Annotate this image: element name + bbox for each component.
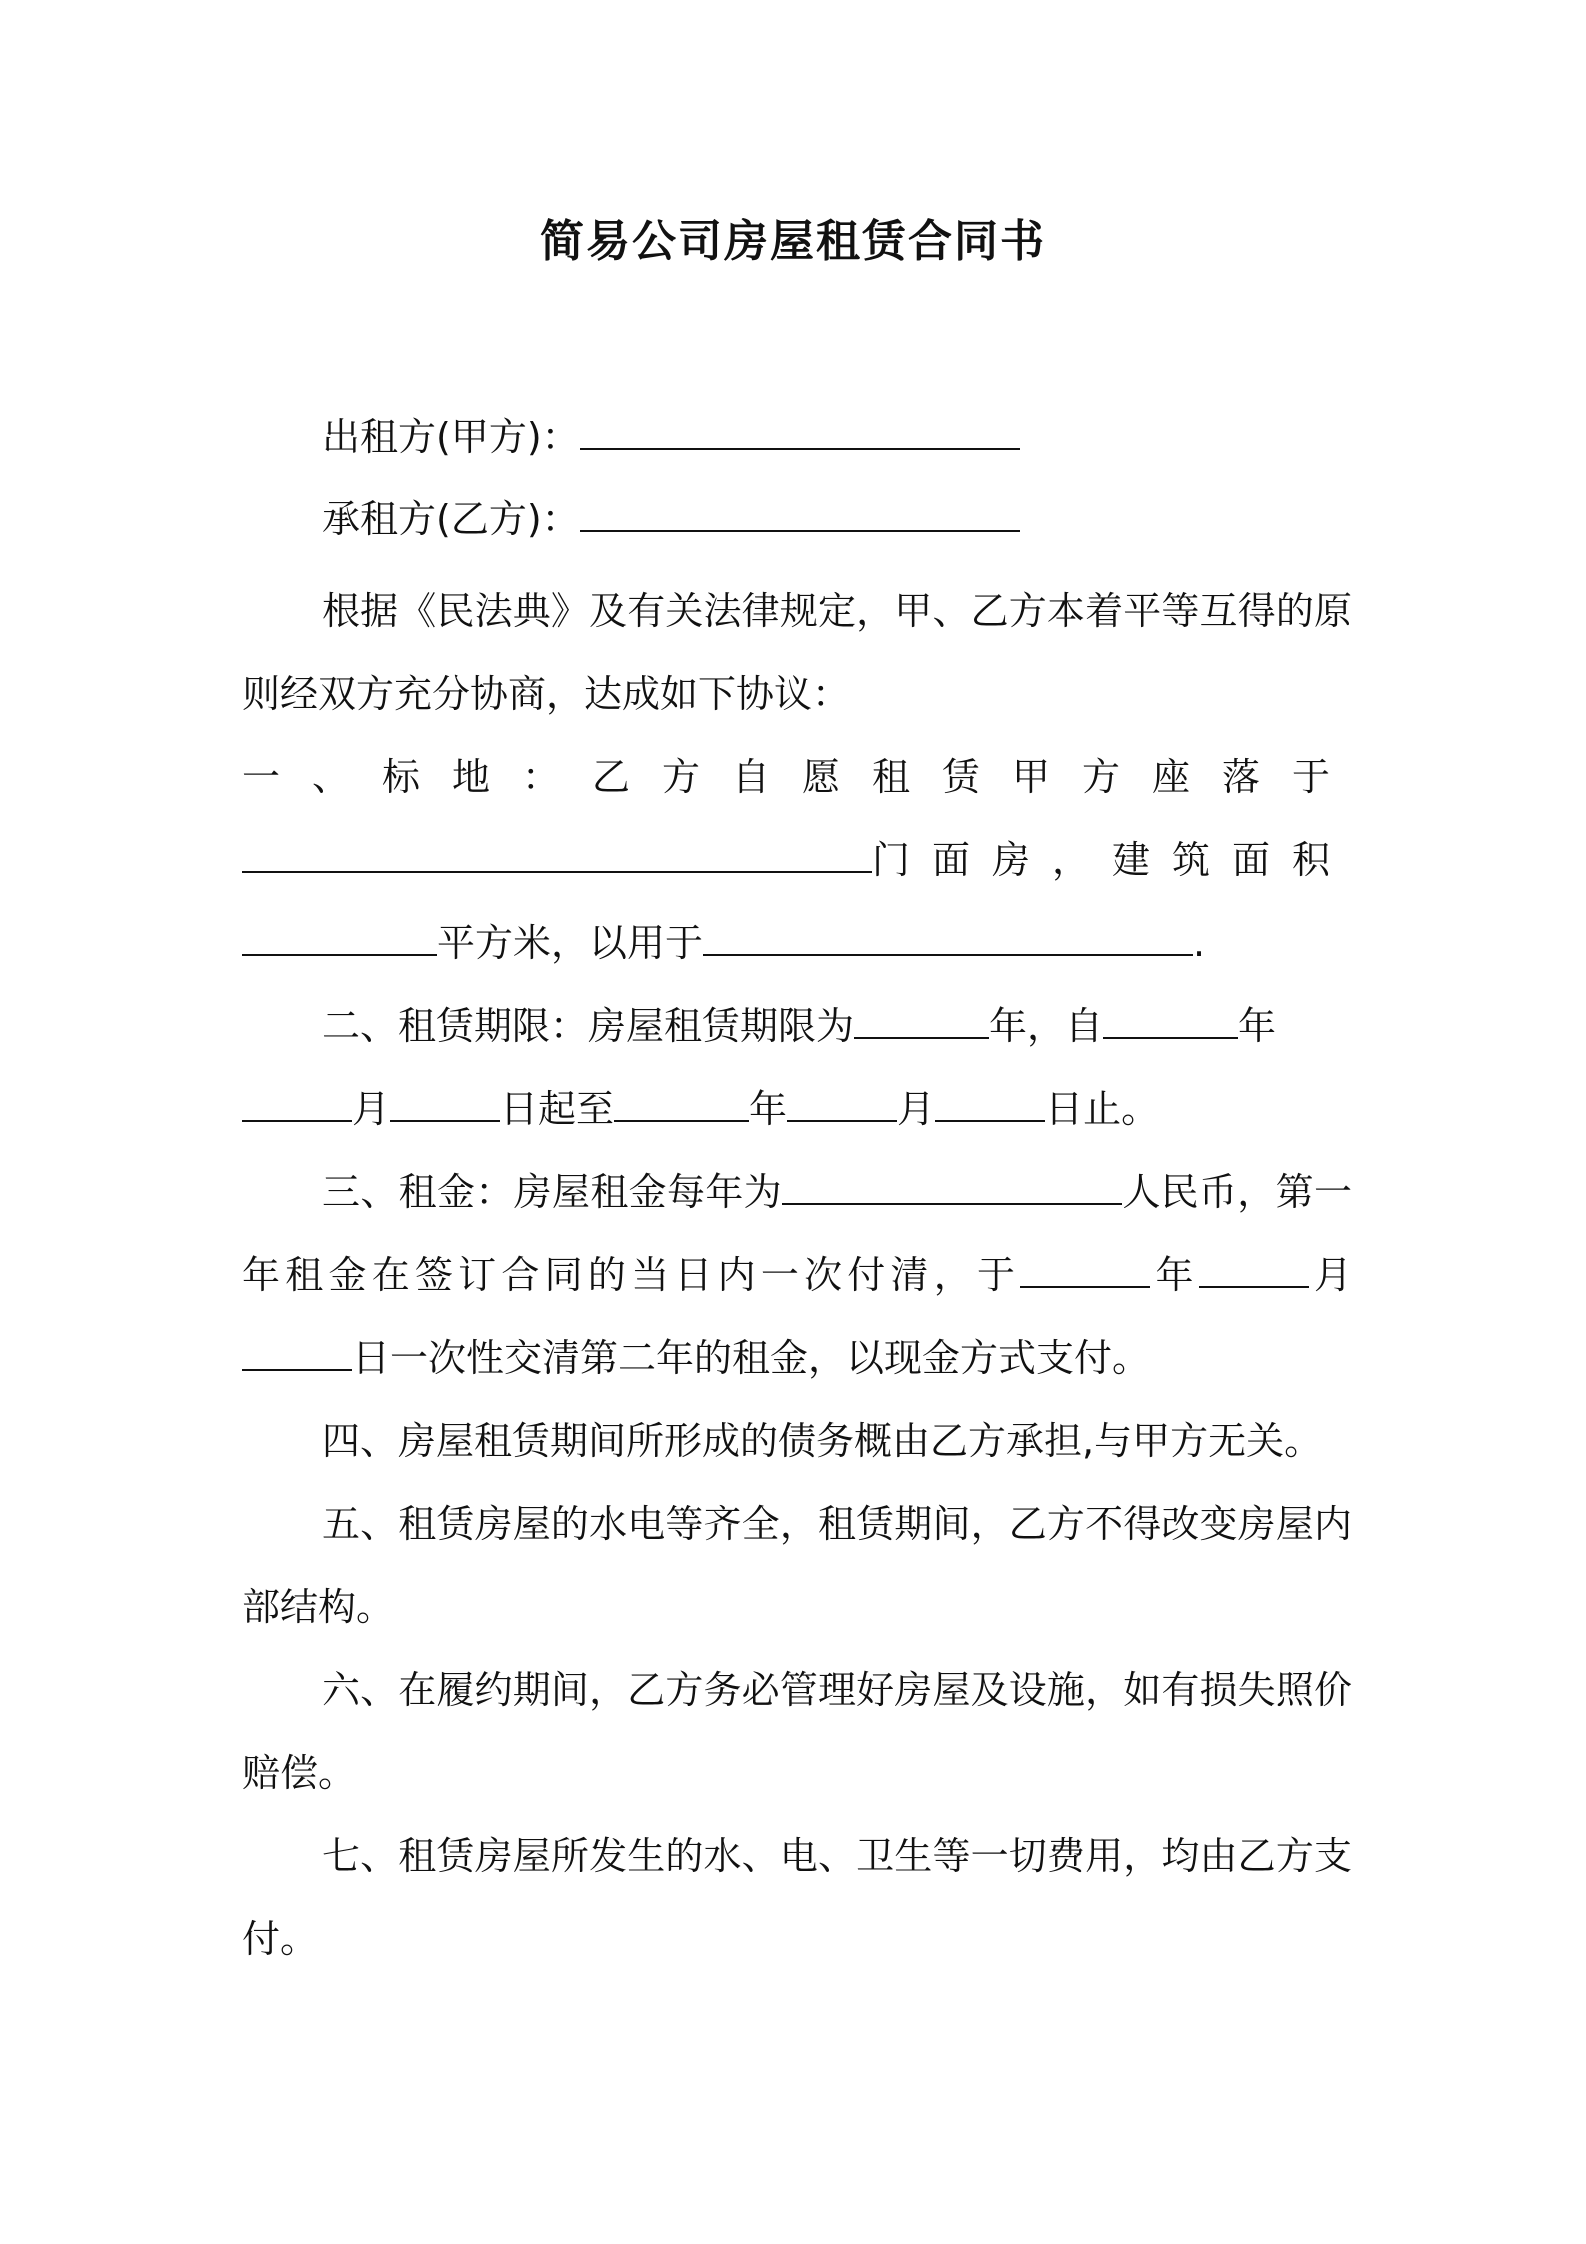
area-blank bbox=[242, 924, 437, 956]
clause-7: 七、租赁房屋所发生的水、电、卫生等一切费用，均由乙方支付。 bbox=[242, 1834, 1352, 1961]
intro-paragraph: 根据《民法典》及有关法律规定，甲、乙方本着平等互得的原则经双方充分协商，达成如下协议： bbox=[242, 589, 1352, 716]
clause-6: 六、在履约期间，乙方务必管理好房屋及设施，如有损失照价赔偿。 bbox=[242, 1668, 1352, 1795]
clause-3 bbox=[242, 1151, 1352, 1400]
lessee-label: 承租方(乙方)： bbox=[322, 497, 580, 541]
contract-body bbox=[242, 570, 1352, 1981]
payment-month-blank bbox=[1199, 1256, 1309, 1288]
end-day-blank bbox=[935, 1090, 1045, 1122]
clause-1 bbox=[242, 736, 1352, 819]
lessee-line bbox=[322, 494, 1020, 544]
clause-5: 五、租赁房屋的水电等齐全，租赁期间，乙方不得改变房屋内部结构。 bbox=[242, 1502, 1352, 1629]
term-years-blank bbox=[854, 1007, 989, 1039]
end-month-blank bbox=[787, 1090, 897, 1122]
clause-2 bbox=[242, 985, 1352, 1151]
payment-day-blank bbox=[242, 1339, 352, 1371]
lessor-blank bbox=[580, 418, 1020, 450]
clause-3-line-1: 三、租金：房屋租金每年为 人民币，第一年租金在签订合同的当日内一次付清，于 年 月 日一次性交清第二年的租金，以现金方式支付。 bbox=[242, 1170, 1352, 1380]
rent-amount-blank bbox=[782, 1173, 1122, 1205]
lessor-label: 出租方(甲方)： bbox=[322, 415, 580, 459]
clause-4: 四、房屋租赁期间所形成的债务概由乙方承担,与甲方无关。 bbox=[322, 1419, 1323, 1463]
usage-blank bbox=[703, 924, 1193, 956]
clause-2-line-2: 月 日起至 年 月 日止。 bbox=[242, 1068, 1352, 1151]
clause-2-line-1: 二、租赁期限：房屋租赁期限为 年，自 年 bbox=[322, 1004, 1277, 1048]
clause-1-line-2: 门面房，建筑面积 bbox=[242, 819, 1352, 902]
clause-1-line-1: 一、标地：乙方自愿租赁甲方座落于 bbox=[242, 755, 1352, 799]
end-year-blank bbox=[614, 1090, 749, 1122]
lessee-blank bbox=[580, 500, 1020, 532]
start-month-blank bbox=[242, 1090, 352, 1122]
start-year-blank bbox=[1103, 1007, 1238, 1039]
clause-3-tail: 日一次性交清第二年的租金，以现金方式支付。 bbox=[352, 1336, 1151, 1380]
start-day-blank bbox=[390, 1090, 500, 1122]
document-title: 简易公司房屋租赁合同书 bbox=[540, 216, 1046, 267]
clause-1-line-3: 平方米，以用于 . bbox=[242, 902, 1352, 985]
payment-year-blank bbox=[1020, 1256, 1150, 1288]
lessor-line bbox=[322, 412, 1020, 462]
location-blank bbox=[242, 841, 872, 873]
